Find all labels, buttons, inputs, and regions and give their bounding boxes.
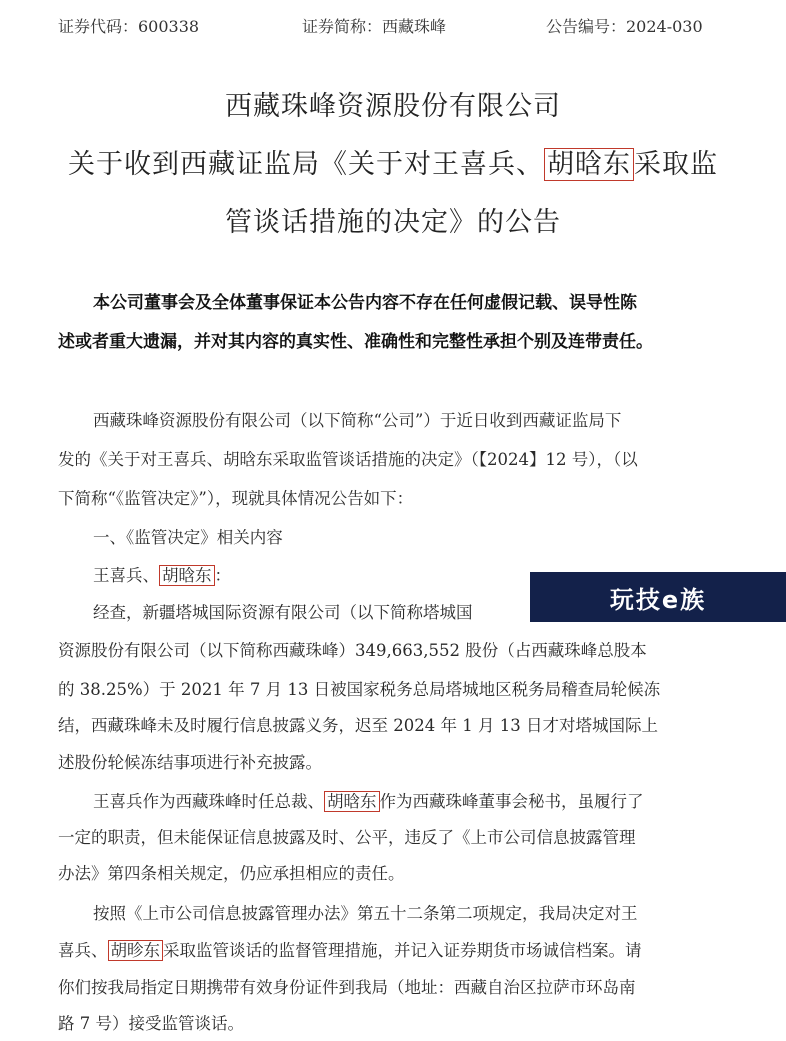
paragraph-1-line-2: 发的《关于对王喜兵、胡晗东采取监管谈话措施的决定》（【2024】12 号），（以 bbox=[58, 450, 638, 469]
stock-short-name: 证券简称：西藏珠峰 bbox=[302, 17, 447, 36]
notice-number: 公告编号：2024-030 bbox=[546, 17, 703, 36]
board-statement-line-1: 本公司董事会及全体董事保证本公告内容不存在任何虚假记载、误导性陈 bbox=[93, 293, 637, 313]
paragraph-1-line-1: 西藏珠峰资源股份有限公司（以下简称“公司”）于近日收到西藏证监局下 bbox=[93, 411, 622, 430]
addressee-pre: 王喜兵、 bbox=[93, 566, 159, 585]
paragraph-2-line-1: 经查，新疆塔城国际资源有限公司（以下简称塔城国 bbox=[93, 603, 473, 622]
section-heading: 一、《监管决定》相关内容 bbox=[93, 528, 283, 547]
watermark-logo: 玩技e族 bbox=[530, 572, 786, 622]
paragraph-4-line-3: 你们按我局指定日期携带有效身份证件到我局（地址：西藏自治区拉萨市环岛南 bbox=[58, 978, 636, 997]
title-line-2-pre: 关于收到西藏证监局《关于对王喜兵、 bbox=[68, 149, 544, 180]
paragraph-3-line-3: 办法》第四条相关规定，仍应承担相应的责任。 bbox=[58, 864, 405, 883]
paragraph-3-post: 作为西藏珠峰董事会秘书，虽履行了 bbox=[379, 792, 644, 811]
paragraph-3-pre: 王喜兵作为西藏珠峰时任总裁、 bbox=[93, 792, 324, 811]
paragraph-4-line-4: 路 7 号）接受监管谈话。 bbox=[58, 1014, 244, 1033]
title-line-2-post: 采取监 bbox=[634, 149, 718, 180]
title-line-2 bbox=[0, 142, 786, 181]
paragraph-4-line-1: 按照《上市公司信息披露管理办法》第五十二条第二项规定，我局决定对王 bbox=[93, 904, 638, 923]
paragraph-1-line-3: 下简称“《监管决定》”），现就具体情况公告如下： bbox=[58, 489, 414, 508]
addressee-post: ： bbox=[214, 566, 231, 585]
addressee-line bbox=[93, 562, 231, 586]
highlighted-name: 胡昣东 bbox=[108, 940, 164, 961]
paragraph-2-line-2: 资源股份有限公司（以下简称西藏珠峰）349,663,552 股份（占西藏珠峰总股本 bbox=[58, 641, 647, 660]
document-header bbox=[0, 14, 786, 44]
paragraph-2-line-4: 结，西藏珠峰未及时履行信息披露义务，迟至 2024 年 1 月 13 日才对塔城国际上 bbox=[58, 716, 658, 735]
title-company: 西藏珠峰资源股份有限公司 bbox=[225, 91, 561, 122]
board-statement-line-2: 述或者重大遗漏，并对其内容的真实性、准确性和完整性承担个别及连带责任。 bbox=[58, 332, 653, 352]
highlighted-name: 胡晗东 bbox=[324, 791, 380, 812]
paragraph-2-line-3: 的 38.25%）于 2021 年 7 月 13 日被国家税务总局塔城地区税务局稽查局轮候冻 bbox=[58, 680, 661, 699]
title-line-3: 管谈话措施的决定》的公告 bbox=[225, 207, 561, 238]
paragraph-4-post: 采取监管谈话的监督管理措施，并记入证券期货市场诚信档案。请 bbox=[163, 941, 642, 960]
highlighted-name: 胡晗东 bbox=[544, 148, 634, 181]
paragraph-3-line-2: 一定的职责，但未能保证信息披露及时、公平，违反了《上市公司信息披露管理 bbox=[58, 828, 636, 847]
highlighted-name: 胡晗东 bbox=[159, 565, 215, 586]
paragraph-3-line-1 bbox=[93, 788, 644, 812]
paragraph-2-line-5: 述股份轮候冻结事项进行补充披露。 bbox=[58, 753, 322, 772]
stock-code: 证券代码：600338 bbox=[58, 17, 200, 36]
paragraph-4-pre: 喜兵、 bbox=[58, 941, 108, 960]
paragraph-4-line-2 bbox=[58, 937, 642, 961]
